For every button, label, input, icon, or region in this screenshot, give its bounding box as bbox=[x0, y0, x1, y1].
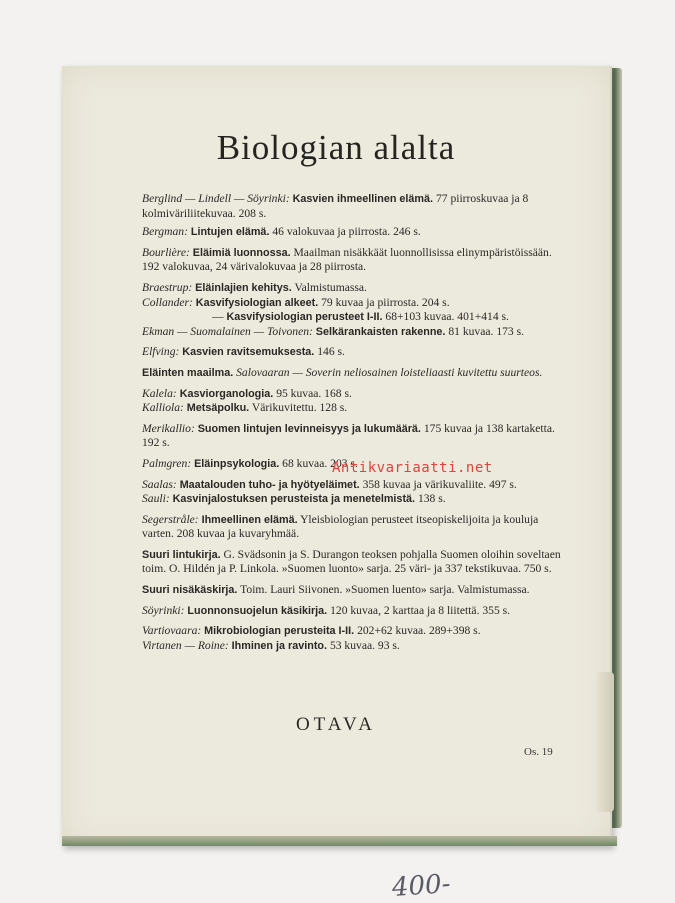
book-author: Virtanen — Roine: bbox=[142, 638, 229, 652]
book-author: Kalela: bbox=[142, 386, 177, 400]
book-title: Eläinpsykologia. bbox=[194, 457, 280, 470]
book-entry bbox=[142, 281, 568, 296]
book-title: Kasvien ihmeellinen elämä. bbox=[292, 193, 434, 205]
publisher-name: OTAVA bbox=[295, 714, 377, 735]
book-title: Suuri lintukirja. bbox=[142, 548, 221, 561]
book-author: Kalliola: bbox=[142, 401, 184, 415]
book-details: Salovaaran — Soverin neliosainen loisteliaasti kuvitettu suurteos. bbox=[236, 365, 543, 379]
book-details: Värikuvitettu. 128 s. bbox=[251, 401, 348, 415]
book-details: 202+62 kuvaa. 289+398 s. bbox=[357, 624, 481, 638]
book-details: 53 kuvaa. 93 s. bbox=[329, 638, 400, 652]
book-title: Eläinlajien kehitys. bbox=[195, 281, 292, 294]
book-author: Braestrup: bbox=[142, 280, 193, 294]
book-title: Suuri nisäkäskirja. bbox=[142, 584, 238, 597]
book-details: G. Svädsonin ja S. Durangon teoksen pohjalla Suomen oloihin soveltaen toim. O. Hildén ja P. Linkola. »Suomen luonto» sarja. 25 väri- ja 337 tekstikuvaa. 750 s. bbox=[142, 547, 561, 576]
cover-title: Biologian alalta bbox=[216, 128, 456, 167]
catalog-code: Os. 19 bbox=[524, 746, 553, 758]
book-list bbox=[142, 192, 568, 653]
book-title: Ihminen ja ravinto. bbox=[231, 639, 328, 652]
book-details: 68+103 kuvaa. 401+414 s. bbox=[385, 310, 509, 324]
book-details: Valmistumassa. bbox=[294, 280, 367, 294]
book-details: 175 kuvaa ja 138 kartaketta. 192 s. bbox=[142, 421, 555, 450]
book-details: 95 kuvaa. 168 s. bbox=[276, 386, 352, 400]
book-details: Maailman nisäkkäät luonnollisissa elinympäristöissään. 192 valokuvaa, 24 värivalokuvaa ja 28 piirrosta. bbox=[142, 245, 552, 274]
book-entry bbox=[142, 624, 568, 639]
book-entry bbox=[142, 478, 568, 493]
book-author: Söyrinki: bbox=[142, 603, 185, 617]
book-author: Saalas: bbox=[142, 477, 177, 491]
book-details: 46 valokuvaa ja piirrosta. 246 s. bbox=[272, 225, 421, 239]
book-title: Maatalouden tuho- ja hyötyeläimet. bbox=[179, 478, 360, 491]
book-author: Elfving: bbox=[142, 345, 180, 359]
book-author: Sauli: bbox=[142, 492, 170, 506]
book-details: 120 kuvaa, 2 karttaa ja 8 liitettä. 355 s. bbox=[330, 603, 511, 617]
book-entry bbox=[142, 325, 568, 340]
book-author: Merikallio: bbox=[142, 421, 195, 435]
book-title: Metsäpolku. bbox=[186, 402, 250, 415]
book-author: Palmgren: bbox=[142, 456, 192, 470]
handwritten-price: 400- bbox=[391, 868, 452, 903]
book-title: Eläimiä luonnossa. bbox=[192, 246, 291, 259]
book-details: 79 kuvaa ja piirrosta. 204 s. bbox=[321, 295, 450, 309]
book-entry bbox=[142, 246, 568, 275]
book-entry bbox=[142, 548, 568, 577]
book-bottom-edge bbox=[62, 836, 617, 846]
seller-watermark: Antikvariaatti.net bbox=[332, 460, 493, 476]
book-details: Toim. Lauri Siivonen. »Suomen luento» sarja. Valmistumassa. bbox=[240, 583, 530, 597]
book-details: 77 piirroskuvaa ja 8 kolmiväriliitekuvaa. 208 s. bbox=[142, 192, 529, 220]
book-details: 81 kuvaa. 173 s. bbox=[448, 324, 525, 338]
book-title: Kasviorganologia. bbox=[179, 387, 274, 400]
book-entry bbox=[142, 422, 568, 451]
book-entry bbox=[142, 401, 568, 416]
book-entry bbox=[142, 225, 568, 240]
book-title: Lintujen elämä. bbox=[190, 226, 270, 239]
book-title: Kasvinjalostuksen perusteista ja menetelmistä. bbox=[172, 493, 416, 506]
book-details: Yleisbiologian perusteet itseopiskelijoita ja kouluja varten. 208 kuvaa ja kuvaryhmää. bbox=[142, 512, 539, 541]
book-entry bbox=[142, 345, 568, 360]
book-entry bbox=[142, 492, 568, 507]
book-details: 68 kuvaa. 203 s. bbox=[282, 456, 358, 470]
book-author: Bourlière: bbox=[142, 245, 190, 259]
book-title: Eläinten maailma. bbox=[142, 366, 234, 379]
book-title: Mikrobiologian perusteita I-II. bbox=[204, 625, 355, 638]
book-entry bbox=[142, 513, 568, 542]
book-title: Kasvifysiologian perusteet I-II. bbox=[226, 311, 383, 324]
book-entry bbox=[142, 387, 568, 402]
book-author: Ekman — Suomalainen — Toivonen: bbox=[142, 324, 313, 338]
book-entry bbox=[142, 192, 568, 221]
book-entry bbox=[142, 310, 568, 325]
book-entry bbox=[142, 296, 568, 311]
book-title: Suomen lintujen levinneisyys ja lukumäärä. bbox=[197, 422, 421, 435]
book-details: 138 s. bbox=[417, 492, 446, 506]
book-entry bbox=[142, 639, 568, 654]
book-author: — bbox=[212, 310, 224, 324]
book-back-cover bbox=[62, 66, 612, 903]
book-author: Vartiovaara: bbox=[142, 624, 202, 638]
book-author: Bergman: bbox=[142, 225, 188, 239]
book-details: 146 s. bbox=[317, 345, 345, 359]
book-title: Kasvifysiologian alkeet. bbox=[195, 296, 319, 309]
book-details: 358 kuvaa ja värikuvaliite. 497 s. bbox=[362, 477, 517, 491]
book-entry bbox=[142, 583, 568, 598]
book-entry bbox=[142, 604, 568, 619]
book-author: Collander: bbox=[142, 295, 193, 309]
worn-corner bbox=[596, 672, 614, 812]
book-title: Ihmeellinen elämä. bbox=[201, 513, 298, 526]
book-author: Segerstråle: bbox=[142, 512, 199, 526]
book-title: Kasvien ravitsemuksesta. bbox=[182, 346, 315, 359]
book-author: Berglind — Lindell — Söyrinki: bbox=[142, 192, 290, 205]
book-title: Selkärankaisten rakenne. bbox=[315, 325, 446, 338]
book-entry bbox=[142, 366, 568, 381]
book-title: Luonnonsuojelun käsikirja. bbox=[187, 604, 328, 617]
